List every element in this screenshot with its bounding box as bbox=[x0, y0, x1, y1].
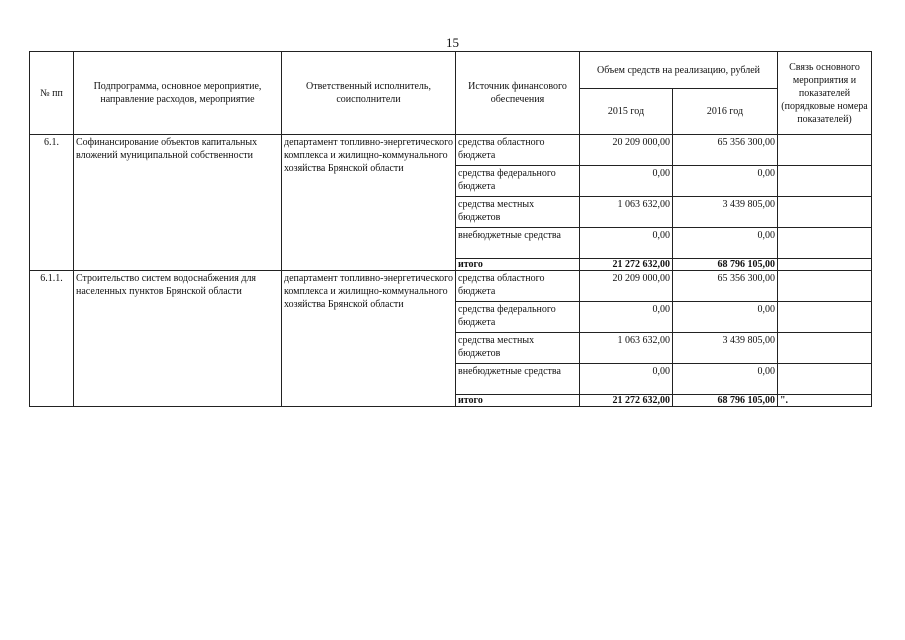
indicator-link bbox=[778, 166, 872, 197]
funding-source: внебюджетные средства bbox=[456, 364, 580, 395]
amount-2016: 0,00 bbox=[673, 364, 778, 395]
table-row bbox=[30, 271, 872, 302]
amount-2015: 20 209 000,00 bbox=[580, 271, 673, 302]
header-source: Источник финансового обеспечения bbox=[456, 52, 580, 135]
header-year-2015: 2015 год bbox=[580, 89, 673, 135]
indicator-link bbox=[778, 228, 872, 259]
funding-source: средства местных бюджетов bbox=[456, 197, 580, 228]
page-number: 15 bbox=[446, 35, 459, 50]
amount-2016: 3 439 805,00 bbox=[673, 333, 778, 364]
amount-2016: 0,00 bbox=[673, 166, 778, 197]
header-subprogram: Подпрограмма, основное мероприятие, направление расходов, мероприятие bbox=[74, 52, 282, 135]
indicator-link bbox=[778, 302, 872, 333]
row-number: 6.1.1. bbox=[30, 271, 74, 407]
executor: департамент топливно-энергетического комплекса и жилищно-коммунального хозяйства Брянской области bbox=[282, 271, 456, 407]
funding-source: средства областного бюджета bbox=[456, 135, 580, 166]
indicator-link bbox=[778, 271, 872, 302]
header-executor: Ответственный исполнитель, соисполнители bbox=[282, 52, 456, 135]
total-2016: 68 796 105,00 bbox=[673, 395, 778, 407]
amount-2015: 20 209 000,00 bbox=[580, 135, 673, 166]
total-2015: 21 272 632,00 bbox=[580, 395, 673, 407]
amount-2016: 65 356 300,00 bbox=[673, 271, 778, 302]
total-2015: 21 272 632,00 bbox=[580, 259, 673, 271]
indicator-link bbox=[778, 364, 872, 395]
indicator-link bbox=[778, 333, 872, 364]
amount-2015: 1 063 632,00 bbox=[580, 333, 673, 364]
amount-2016: 3 439 805,00 bbox=[673, 197, 778, 228]
measure-name: Строительство систем водоснабжения для населенных пунктов Брянской области bbox=[74, 271, 282, 407]
executor: департамент топливно-энергетического комплекса и жилищно-коммунального хозяйства Брянской области bbox=[282, 135, 456, 271]
header-row bbox=[30, 52, 872, 89]
indicator-link bbox=[778, 197, 872, 228]
header-number: № пп bbox=[30, 52, 74, 135]
amount-2015: 0,00 bbox=[580, 166, 673, 197]
total-label: итого bbox=[456, 395, 580, 407]
measure-name: Софинансирование объектов капитальных вложений муниципальной собственности bbox=[74, 135, 282, 271]
funding-source: средства областного бюджета bbox=[456, 271, 580, 302]
table-row bbox=[30, 135, 872, 166]
header-year-2016: 2016 год bbox=[673, 89, 778, 135]
amount-2016: 65 356 300,00 bbox=[673, 135, 778, 166]
indicator-link bbox=[778, 259, 872, 271]
amount-2015: 0,00 bbox=[580, 364, 673, 395]
amount-2015: 0,00 bbox=[580, 228, 673, 259]
header-link: Связь основного мероприятия и показателей (порядковые номера показателей) bbox=[778, 52, 872, 135]
total-label: итого bbox=[456, 259, 580, 271]
funding-source: средства федерального бюджета bbox=[456, 302, 580, 333]
total-2016: 68 796 105,00 bbox=[673, 259, 778, 271]
budget-table bbox=[29, 51, 872, 407]
amount-2016: 0,00 bbox=[673, 228, 778, 259]
closing-quote-mark: ". bbox=[778, 395, 872, 407]
header-volume: Объем средств на реализацию, рублей bbox=[580, 52, 778, 89]
amount-2015: 0,00 bbox=[580, 302, 673, 333]
funding-source: средства местных бюджетов bbox=[456, 333, 580, 364]
funding-source: внебюджетные средства bbox=[456, 228, 580, 259]
indicator-link bbox=[778, 135, 872, 166]
amount-2015: 1 063 632,00 bbox=[580, 197, 673, 228]
amount-2016: 0,00 bbox=[673, 302, 778, 333]
row-number: 6.1. bbox=[30, 135, 74, 271]
funding-source: средства федерального бюджета bbox=[456, 166, 580, 197]
